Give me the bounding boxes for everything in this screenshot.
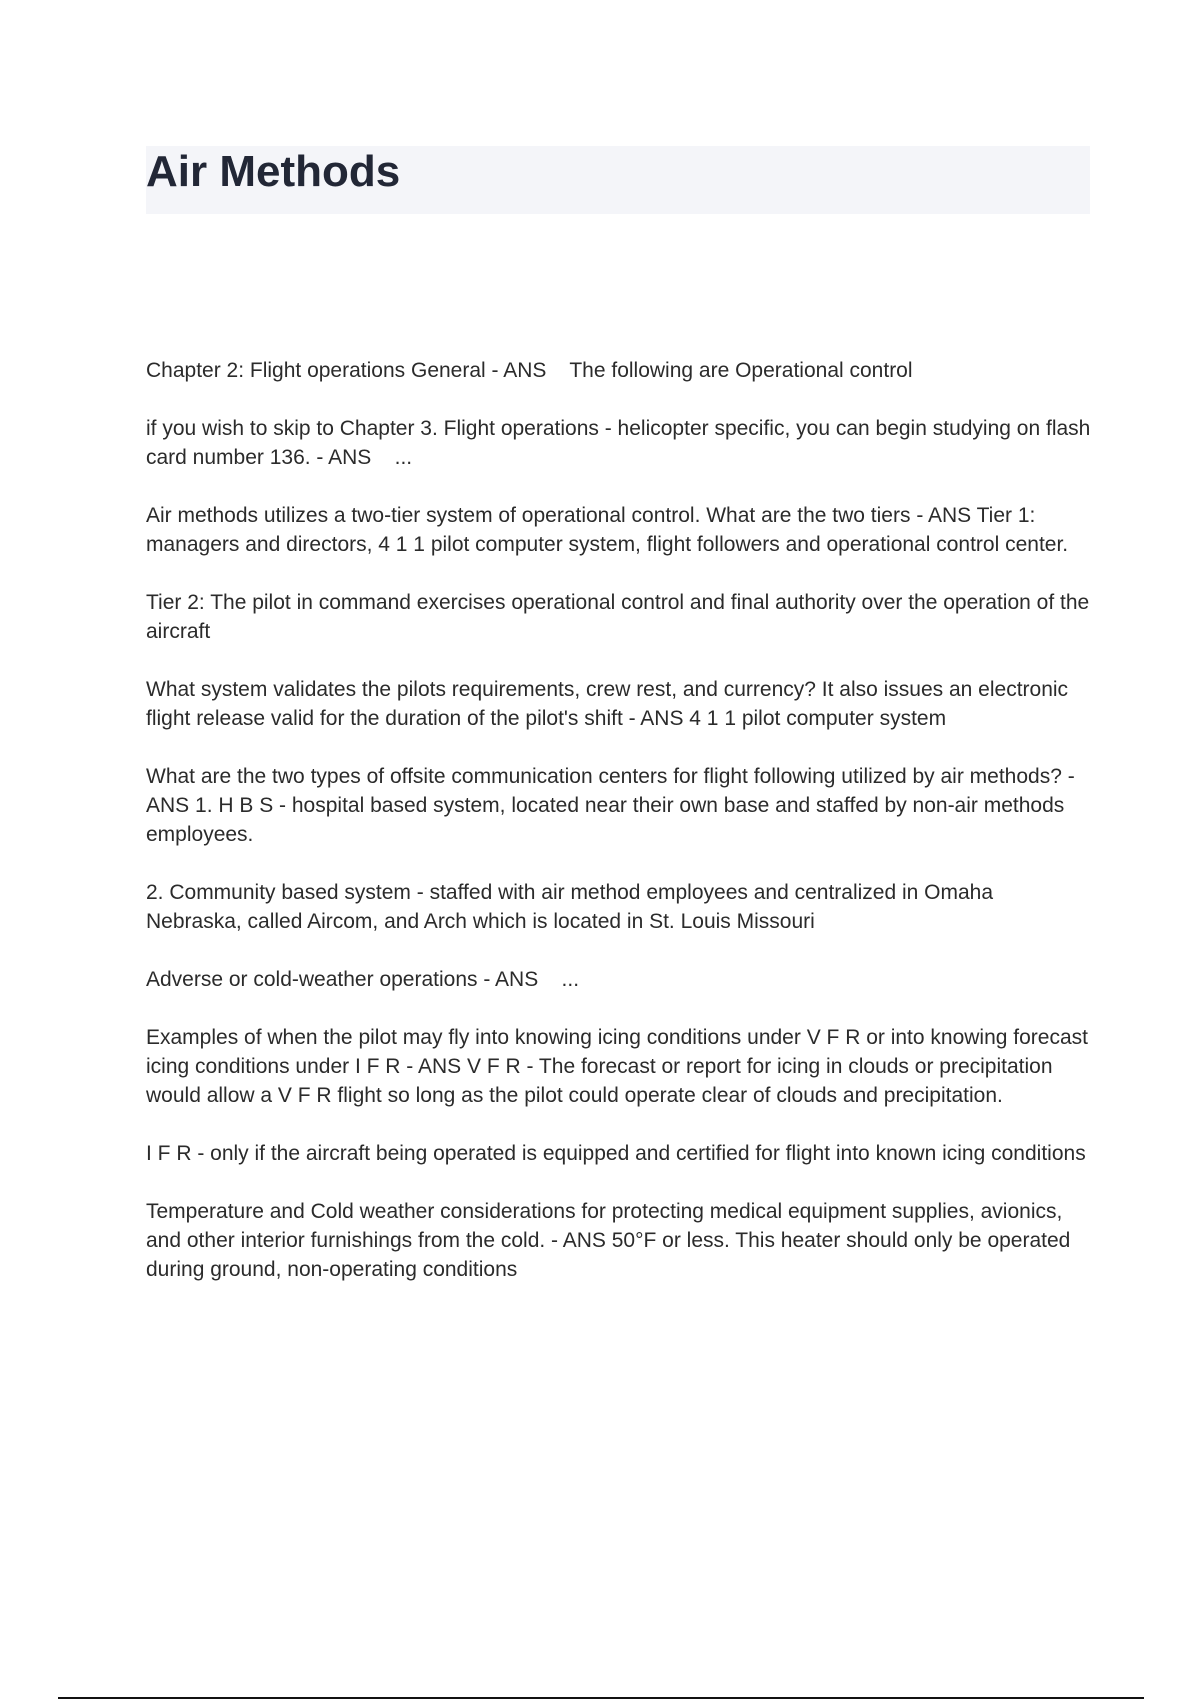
- entry-question: if you wish to skip to Chapter 3. Flight operations - helicopter specific, you can begin studying on flash card number 136. -: [146, 417, 1091, 469]
- entry-question: Chapter 2: Flight operations General -: [146, 359, 504, 382]
- flashcard-entry: [146, 414, 1091, 472]
- entry-question: Examples of when the pilot may fly into knowing icing conditions under V F R or into knowing forecast icing conditions under I F R -: [146, 1026, 1088, 1078]
- title-banner: [146, 146, 1090, 214]
- entry-question: 2. Community based system - staffed with air method employees and centralized in Omaha Nebraska, called Aircom, and Arch which is located in St. Louis Missouri: [146, 881, 994, 933]
- flashcard-entry: [146, 762, 1091, 849]
- entry-question: What are the two types of offsite communication centers for flight following utilized by air methods? -: [146, 765, 1075, 788]
- entry-question: Temperature and Cold weather considerations for protecting medical equipment supplies, avionics, and other interior furnishings from the cold. -: [146, 1200, 1063, 1252]
- entry-answer: ANS V F R - The forecast or report for icing in clouds or precipitation would allow a V F R flight so long as the pilot could operate clear of clouds and precipitation.: [146, 1055, 1053, 1107]
- entry-question: Adverse or cold-weather operations -: [146, 968, 496, 991]
- entry-question: Air methods utilizes a two-tier system of operational control. What are the two tiers -: [146, 504, 928, 527]
- entry-answer: ANS 4 1 1 pilot computer system: [640, 707, 947, 730]
- flashcard-entry: [146, 356, 1091, 385]
- flashcard-entry: [146, 675, 1091, 733]
- flashcard-entry: [146, 965, 1091, 994]
- entry-question: What system validates the pilots requirements, crew rest, and currency? It also issues an electronic flight release valid for the duration of the pilot's shift -: [146, 678, 1069, 730]
- flashcard-entry: [146, 588, 1091, 646]
- entry-answer: ANS The following are Operational control: [503, 359, 913, 382]
- flashcard-entry: [146, 1197, 1091, 1284]
- flashcard-list: [146, 356, 1091, 1313]
- flashcard-entry: [146, 501, 1091, 559]
- entry-answer: ANS ...: [328, 446, 413, 469]
- entry-question: I F R - only if the aircraft being operated is equipped and certified for flight into known icing conditions: [146, 1142, 1086, 1165]
- flashcard-entry: [146, 1139, 1091, 1168]
- flashcard-entry: [146, 878, 1091, 936]
- entry-answer: ANS 50°F or less. This heater should only be operated during ground, non-operating conditions: [146, 1229, 1071, 1281]
- entry-question: Tier 2: The pilot in command exercises operational control and final authority over the operation of the aircraft: [146, 591, 1090, 643]
- entry-answer: ANS ...: [495, 968, 580, 991]
- flashcard-entry: [146, 1023, 1091, 1110]
- entry-answer: ANS Tier 1: managers and directors, 4 1 1 pilot computer system, flight followers and operational control center.: [146, 504, 1069, 556]
- page-bottom-rule: [58, 1697, 1144, 1699]
- document-title: Air Methods: [146, 147, 401, 196]
- entry-answer: ANS 1. H B S - hospital based system, located near their own base and staffed by non-air methods employees.: [146, 794, 1065, 846]
